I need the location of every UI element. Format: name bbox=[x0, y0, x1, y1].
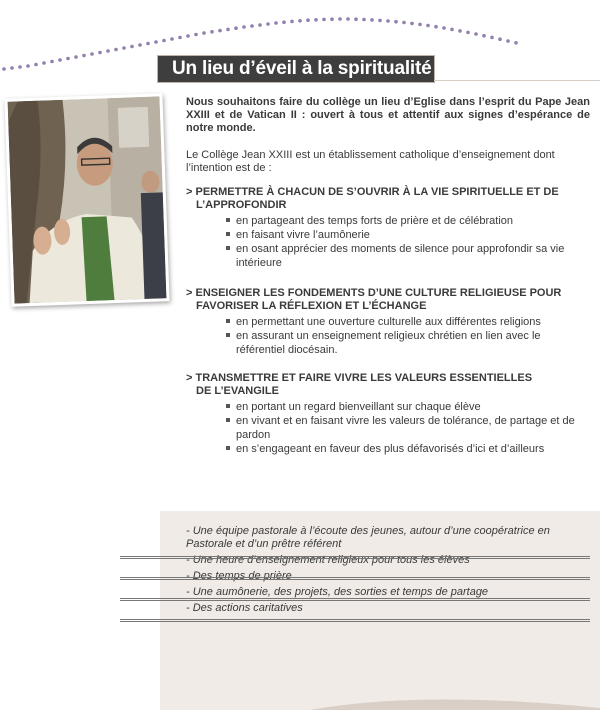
section-heading-line2: L’APPROFONDIR bbox=[196, 199, 287, 211]
section-heading bbox=[186, 372, 590, 398]
page-title-banner bbox=[158, 56, 434, 82]
list-item: en permettant une ouverture culturelle aux différentes religions bbox=[226, 315, 590, 329]
priest-photo bbox=[4, 93, 169, 306]
list-item: en faisant vivre l’aumônerie bbox=[226, 228, 590, 242]
divider-line bbox=[120, 619, 590, 620]
section-gospel-values bbox=[186, 372, 590, 456]
list-item: en s’engageant en faveur des plus défavorisés d’ici et d’ailleurs bbox=[226, 442, 590, 456]
section-list bbox=[186, 400, 590, 456]
list-item: en osant apprécier des moments de silence pour approfondir sa vie intérieure bbox=[226, 242, 590, 270]
divider-line bbox=[120, 600, 590, 601]
section-heading-line2: DE L’EVANGILE bbox=[196, 385, 279, 397]
divider-line bbox=[120, 579, 590, 580]
divider-line bbox=[120, 556, 590, 557]
pastoral-item: - Des temps de prière bbox=[186, 570, 292, 582]
list-item: en partageant des temps forts de prière et de célébration bbox=[226, 214, 590, 228]
section-list bbox=[186, 315, 590, 357]
section-heading bbox=[186, 287, 590, 313]
list-item: en vivant et en faisant vivre les valeurs de tolérance, de partage et de pardon bbox=[226, 414, 590, 442]
page-title: Un lieu d’éveil à la spiritualité bbox=[172, 58, 432, 79]
section-list bbox=[186, 214, 590, 270]
pastoral-item: - Des actions caritatives bbox=[186, 602, 303, 614]
section-heading bbox=[186, 186, 590, 212]
pastoral-list bbox=[186, 525, 586, 618]
section-spiritual-life bbox=[186, 186, 590, 270]
pastoral-item: - Une aumônerie, des projets, des sorties et temps de partage bbox=[186, 586, 489, 598]
pastoral-item: - Une équipe pastorale à l’écoute des jeunes, autour d’une coopératrice en Pastorale et d’un prêtre référent bbox=[186, 525, 550, 550]
section-heading-line1: > ENSEIGNER LES FONDEMENTS D’UNE CULTURE RELIGIEUSE POUR bbox=[186, 287, 562, 299]
divider-line bbox=[120, 558, 590, 559]
section-heading-line2: FAVORISER LA RÉFLEXION ET L’ÉCHANGE bbox=[196, 300, 427, 312]
section-heading-line1: > TRANSMETTRE ET FAIRE VIVRE LES VALEURS ESSENTIELLES bbox=[186, 372, 533, 384]
decorative-wave bbox=[160, 660, 600, 710]
lead-paragraph: Le Collège Jean XXIII est un établissement catholique d’enseignement dont l’intention est de : bbox=[186, 149, 555, 174]
divider-line bbox=[120, 621, 590, 622]
list-item: en portant un regard bienveillant sur chaque élève bbox=[226, 400, 590, 414]
list-item: en assurant un enseignement religieux chrétien en lien avec le référentiel diocésain. bbox=[226, 329, 590, 357]
pastoral-item: - Une heure d’enseignement religieux pour tous les élèves bbox=[186, 554, 470, 566]
divider-line bbox=[120, 598, 590, 599]
divider-line bbox=[120, 577, 590, 578]
section-religious-culture bbox=[186, 287, 590, 357]
section-heading-line1: > PERMETTRE À CHACUN DE S’OUVRIR À LA VIE SPIRITUELLE ET DE bbox=[186, 186, 559, 198]
priest-photo-image bbox=[8, 96, 167, 303]
intro-paragraph: Nous souhaitons faire du collège un lieu d’Eglise dans l’esprit du Pape Jean XXIII et de Vatican II : ouvert à tous et attentif aux signes d’espérance de notre monde. bbox=[186, 96, 590, 134]
title-underline bbox=[434, 80, 600, 81]
